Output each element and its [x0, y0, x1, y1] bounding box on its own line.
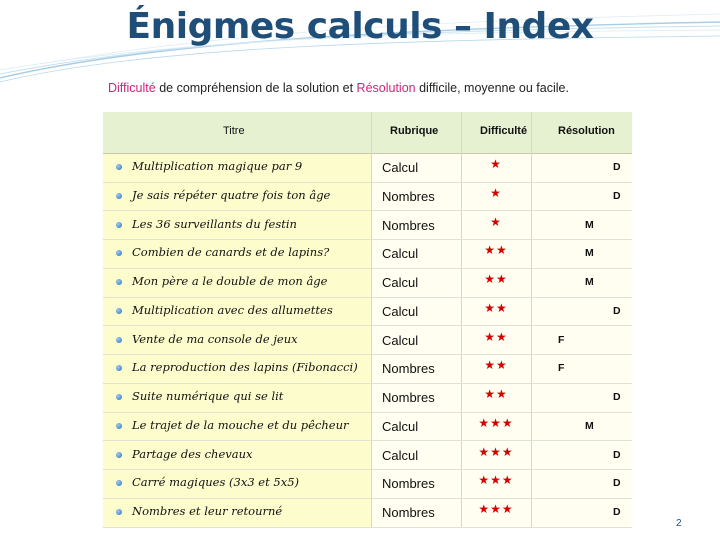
rubrique-cell: Nombres — [382, 390, 435, 405]
resolution-cell: D — [613, 161, 621, 173]
rubrique-cell: Nombres — [382, 476, 435, 492]
difficulty-stars: ★★ — [484, 329, 508, 344]
page-number: 2 — [676, 518, 682, 529]
table-row — [103, 441, 632, 471]
table-row — [103, 412, 632, 442]
rubrique-cell: Calcul — [382, 447, 419, 463]
bullet-icon — [116, 164, 122, 170]
bullet-icon — [116, 308, 122, 314]
difficulty-stars: ★ — [490, 185, 502, 200]
rubrique-cell: Nombres — [382, 217, 435, 233]
rubrique-cell: Calcul — [382, 246, 419, 262]
rubrique-cell: Calcul — [382, 303, 419, 319]
difficulty-stars: ★★ — [484, 300, 508, 315]
rubrique-cell: Calcul — [382, 418, 419, 434]
bullet-icon — [116, 509, 122, 515]
table-row — [103, 211, 632, 241]
rubrique-cell: Calcul — [382, 332, 419, 348]
page-title: Énigmes calculs – Index — [126, 6, 594, 47]
resolution-cell: M — [585, 276, 594, 288]
difficulty-stars: ★ — [490, 157, 502, 171]
puzzle-title-link[interactable]: Nombres et leur retourné — [132, 504, 283, 518]
resolution-cell: M — [585, 218, 594, 231]
table-row — [103, 268, 632, 298]
table-header — [103, 112, 632, 154]
bullet-icon — [116, 279, 122, 285]
resolution-cell: F — [558, 362, 565, 375]
bullet-icon — [116, 193, 122, 199]
bullet-icon — [116, 250, 122, 256]
bullet-icon — [116, 423, 122, 429]
difficulty-stars: ★★ — [484, 243, 508, 258]
difficulty-stars: ★★★ — [478, 473, 514, 488]
table-row — [103, 239, 632, 269]
difficulty-stars: ★★★ — [478, 415, 514, 430]
rubrique-cell: Calcul — [382, 160, 419, 175]
difficulty-stars: ★★ — [484, 358, 508, 373]
rubrique-cell: Calcul — [382, 275, 419, 290]
index-table — [103, 112, 632, 527]
puzzle-title-link[interactable]: La reproduction des lapins (Fibonacci) — [132, 360, 358, 375]
bullet-icon — [116, 480, 122, 486]
puzzle-title-link[interactable]: Le trajet de la mouche et du pêcheur — [132, 417, 349, 432]
rubrique-cell: Nombres — [382, 188, 435, 204]
resolution-cell: D — [613, 448, 621, 461]
puzzle-title-link[interactable]: Combien de canards et de lapins? — [132, 245, 330, 260]
subtitle-part-2: de compréhension de la solution et — [155, 81, 357, 95]
difficulty-stars: ★★★ — [478, 444, 514, 459]
puzzle-title-link[interactable]: Mon père a le double de mon âge — [132, 274, 328, 288]
puzzle-title-link[interactable]: Carré magiques (3x3 et 5x5) — [132, 475, 299, 490]
table-row — [103, 326, 632, 356]
resolution-cell: D — [613, 477, 621, 490]
subtitle — [108, 81, 569, 95]
table-row — [103, 297, 632, 327]
puzzle-title-link[interactable]: Je sais répéter quatre fois ton âge — [132, 187, 331, 202]
table-row — [103, 469, 632, 499]
bullet-icon — [116, 337, 122, 343]
resolution-cell: M — [585, 419, 594, 432]
subtitle-resolution: Résolution — [356, 81, 416, 95]
puzzle-title-link[interactable]: Les 36 surveillants du festin — [132, 216, 297, 231]
difficulty-stars: ★★ — [484, 272, 508, 286]
difficulty-stars: ★ — [490, 214, 502, 229]
header-rubrique: Rubrique — [390, 125, 439, 137]
resolution-cell: D — [613, 304, 621, 317]
table-row — [103, 182, 632, 212]
table-row — [103, 153, 632, 183]
resolution-cell: D — [613, 506, 621, 518]
table-row — [103, 498, 632, 528]
resolution-cell: F — [558, 333, 565, 346]
bullet-icon — [116, 222, 122, 228]
puzzle-title-link[interactable]: Suite numérique qui se lit — [132, 389, 284, 403]
puzzle-title-link[interactable]: Multiplication avec des allumettes — [132, 302, 333, 317]
table-row — [103, 354, 632, 384]
rubrique-cell: Nombres — [382, 505, 435, 520]
header-resolution: Résolution — [558, 125, 615, 137]
puzzle-title-link[interactable]: Multiplication magique par 9 — [132, 159, 303, 173]
resolution-cell: M — [585, 247, 594, 260]
puzzle-title-link[interactable]: Vente de ma console de jeux — [132, 331, 298, 346]
difficulty-stars: ★★ — [484, 387, 508, 401]
table-row — [103, 383, 632, 413]
header-titre: Titre — [223, 125, 245, 137]
bullet-icon — [116, 394, 122, 400]
puzzle-title-link[interactable]: Partage des chevaux — [132, 446, 253, 461]
header-difficulte: Difficulté — [480, 125, 528, 137]
subtitle-difficulte: Difficulté — [108, 81, 156, 95]
subtitle-part-4: difficile, moyenne ou facile. — [415, 81, 569, 95]
resolution-cell: D — [613, 391, 621, 403]
bullet-icon — [116, 452, 122, 458]
rubrique-cell: Nombres — [382, 361, 435, 377]
bullet-icon — [116, 365, 122, 371]
resolution-cell: D — [613, 189, 621, 202]
difficulty-stars: ★★★ — [478, 502, 514, 516]
